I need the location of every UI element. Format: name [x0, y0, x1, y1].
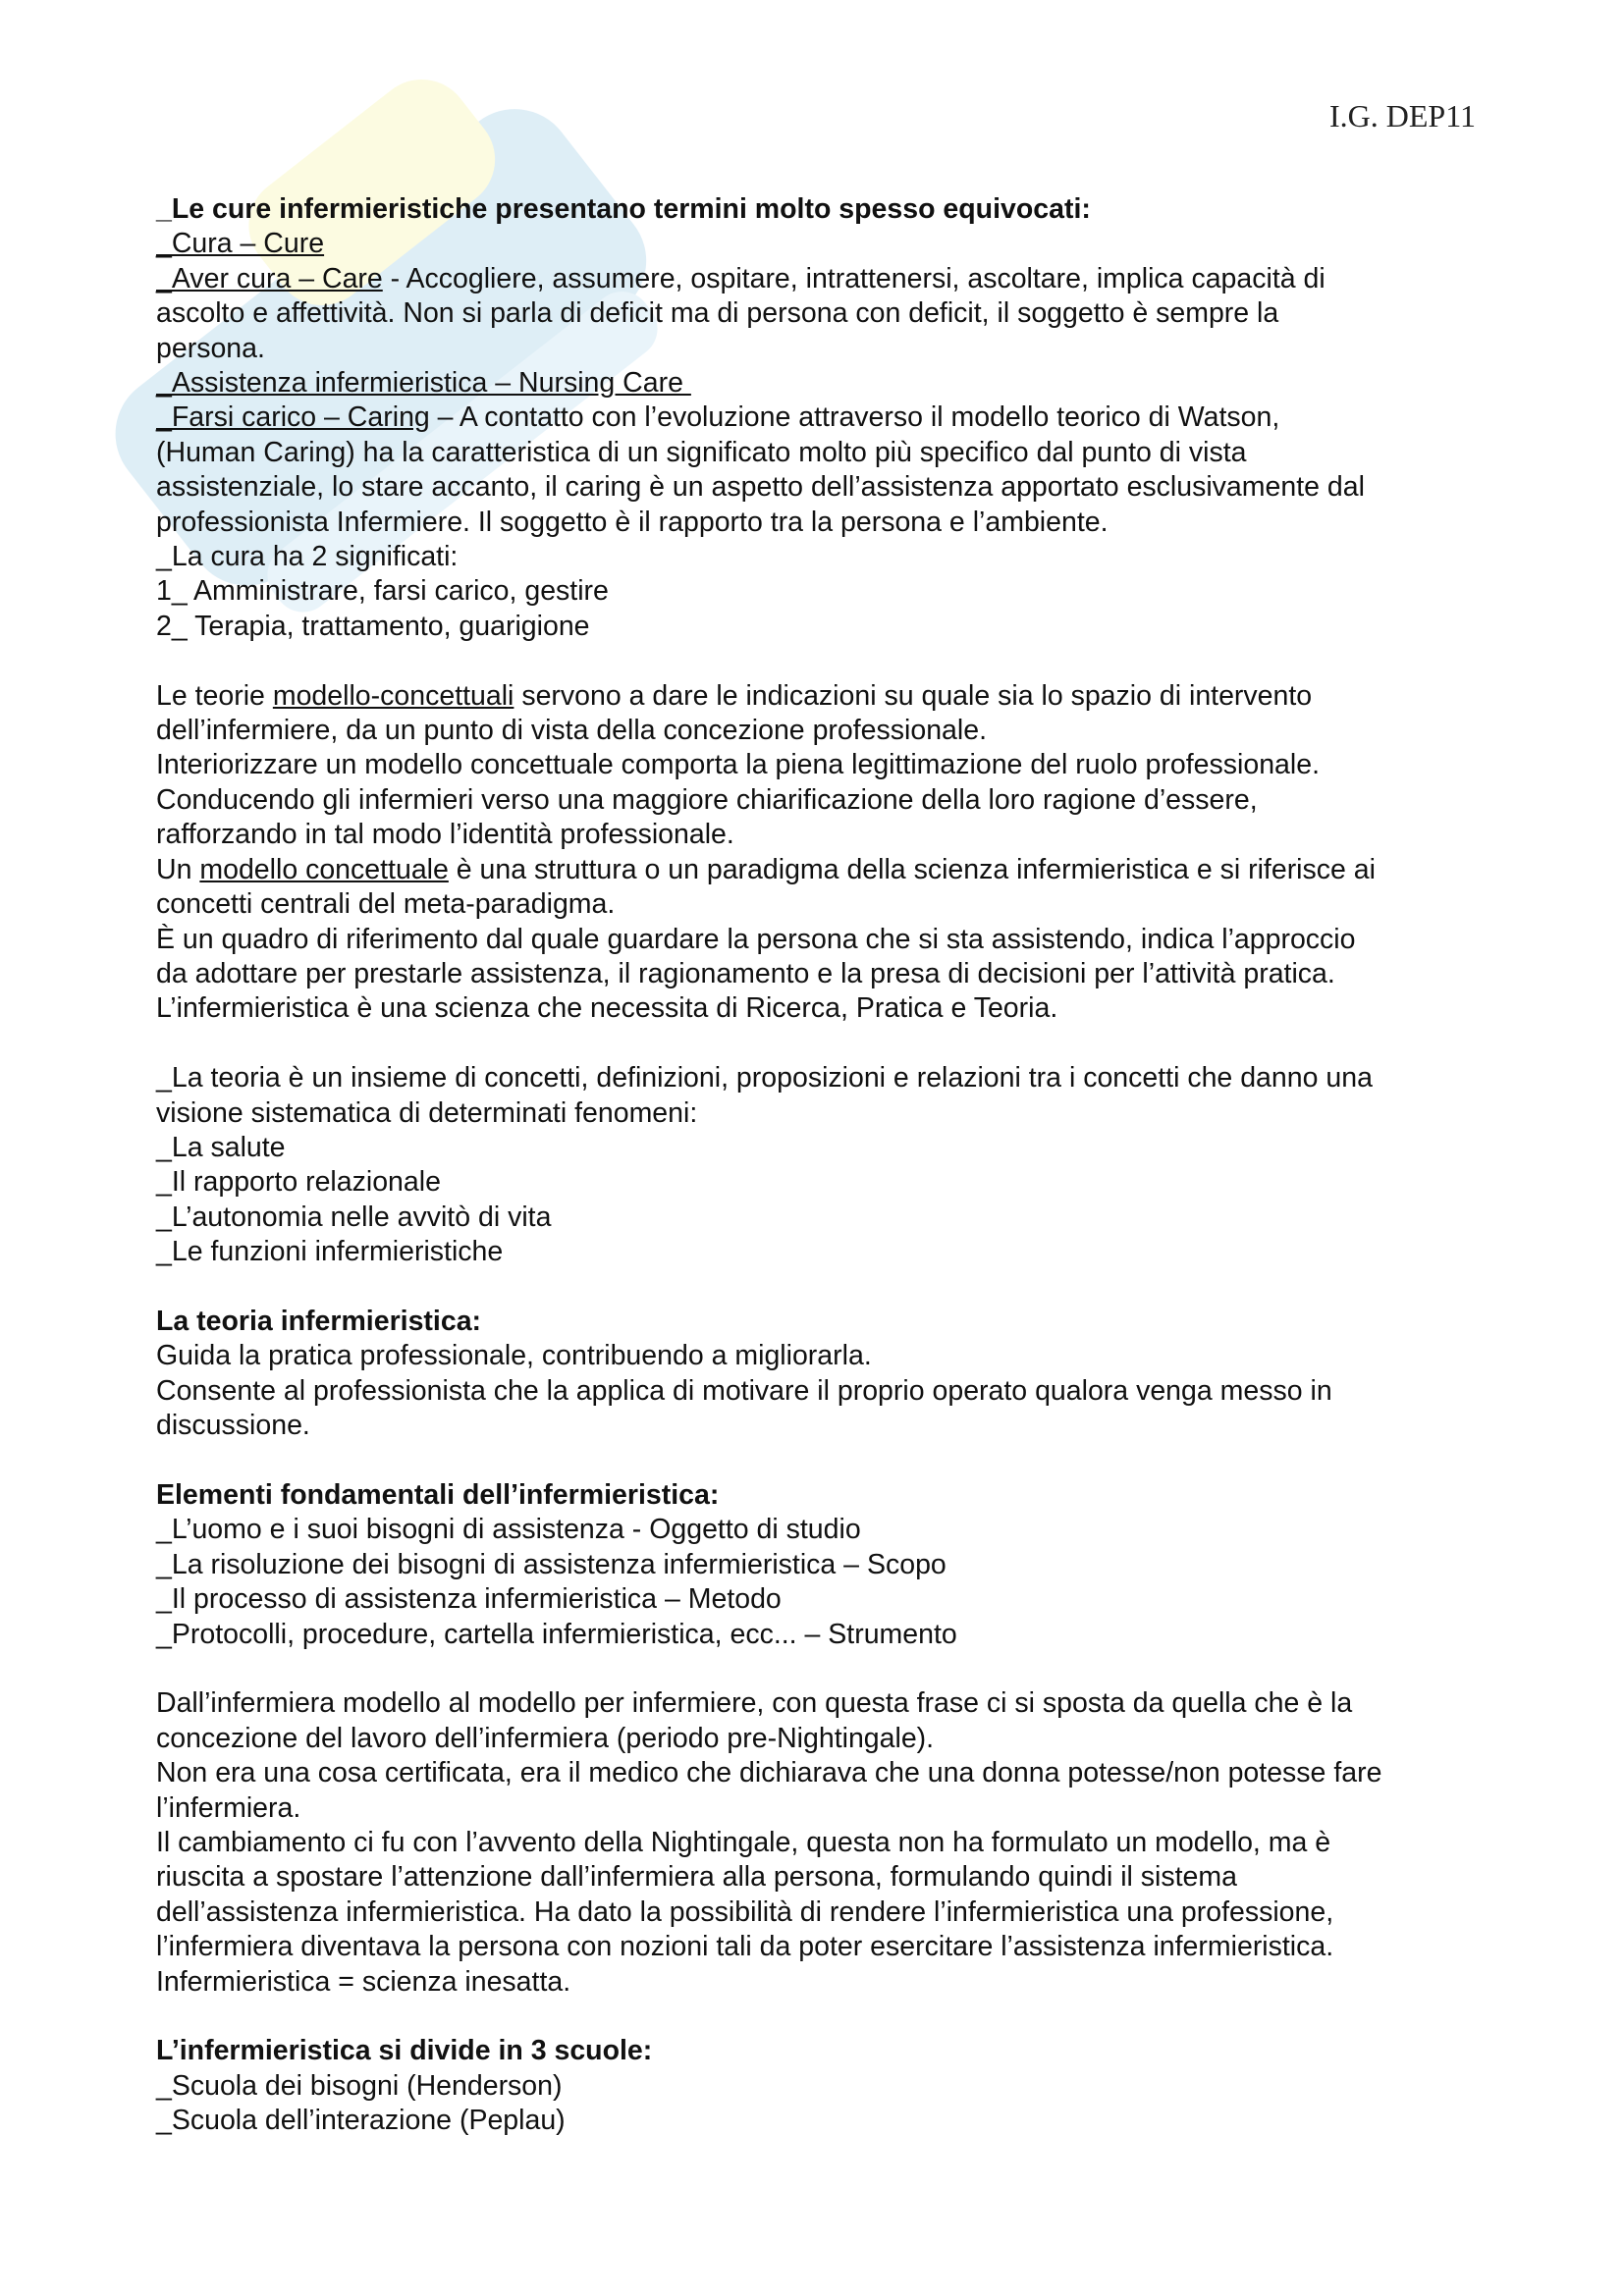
term-aver-cura-definition: - Accogliere, assumere, ospitare, intrattenersi, ascoltare, implica capacità di — [382, 262, 1325, 294]
teorie-paragraph-2: Interiorizzare un modello concettuale comporta la piena legittimazione del ruolo professionale. — [156, 749, 1321, 781]
text-span: servono a dare le indicazioni su quale sia lo spazio di intervento — [514, 679, 1313, 712]
term-farsi-carico-definition: – A contatto con l’evoluzione attraverso il modello teorico di Watson, — [429, 401, 1280, 434]
term-aver-cura-line-2: ascolto e affettività. Non si parla di deficit ma di persona con deficit, il soggetto è sempre la — [156, 297, 1279, 330]
text-span: Le teorie — [156, 679, 273, 712]
term-aver-cura — [156, 262, 1482, 296]
text-span: è una struttura o un paradigma della scienza infermieristica e si riferisce ai — [448, 853, 1376, 885]
storia-line: l’infermiera. — [156, 1791, 301, 1824]
list-item: _Protocolli, procedure, cartella infermieristica, ecc... – Strumento — [156, 1618, 957, 1650]
storia-line: Infermieristica = scienza inesatta. — [156, 1965, 571, 1998]
teoria-infermieristica-line-1: Guida la pratica professionale, contribuendo a migliorarla. — [156, 1340, 872, 1372]
scuole-heading: L’infermieristica si divide in 3 scuole: — [156, 2035, 653, 2067]
cura-significato-1: 1_ Amministrare, farsi carico, gestire — [156, 575, 609, 608]
teorie-paragraph-5: È un quadro di riferimento dal quale guardare la persona che si sta assistendo, indica l’approccio — [156, 923, 1356, 955]
storia-line: concezione del lavoro dell’infermiera (periodo pre-Nightingale). — [156, 1722, 935, 1754]
storia-line: l’infermiera diventava la persona con nozioni tali da poter esercitare l’assistenza infermieristica. — [156, 1931, 1334, 1963]
paragraph-gap — [156, 1270, 1482, 1305]
teorie-paragraph-3-line-2: rafforzando in tal modo l’identità professionale. — [156, 819, 734, 851]
teoria-infermieristica-line-2: Consente al professionista che la applica di motivare il proprio operato qualora venga messo in — [156, 1374, 1332, 1407]
term-farsi-carico-label: _Farsi carico – Caring — [156, 401, 430, 434]
storia-line: Il cambiamento ci fu con l’avvento della Nightingale, questa non ha formulato un modello, ma è — [156, 1827, 1331, 1859]
paragraph-gap — [156, 1027, 1482, 1061]
list-item: _Il processo di assistenza infermieristica – Metodo — [156, 1583, 782, 1616]
term-modello-concettuali: modello-concettuali — [272, 679, 514, 712]
list-item: _L’uomo e i suoi bisogni di assistenza - Oggetto di studio — [156, 1514, 861, 1546]
storia-line: Non era una cosa certificata, era il medico che dichiarava che una donna potesse/non potesse fare — [156, 1757, 1382, 1789]
term-assistenza: _Assistenza infermieristica – Nursing Care — [156, 367, 691, 400]
storia-line: Dall’infermiera modello al modello per infermiere, con questa frase ci si sposta da quella che è la — [156, 1687, 1353, 1720]
cura-significato-2: 2_ Terapia, trattamento, guarigione — [156, 610, 590, 642]
list-item: _La risoluzione dei bisogni di assistenza infermieristica – Scopo — [156, 1548, 947, 1580]
teoria-infermieristica-heading: La teoria infermieristica: — [156, 1305, 482, 1337]
cura-significati: _La cura ha 2 significati: — [156, 541, 459, 573]
list-item: _Le funzioni infermieristiche — [156, 1236, 504, 1268]
teorie-paragraph-3: Conducendo gli infermieri verso una maggiore chiarificazione della loro ragione d’essere, — [156, 783, 1258, 816]
term-farsi-carico-line-3: assistenziale, lo stare accanto, il caring è un aspetto dell’assistenza apportato esclusivamente dal — [156, 471, 1365, 504]
teorie-paragraph-4 — [156, 853, 1482, 887]
term-farsi-carico-line-2: (Human Caring) ha la caratteristica di un significato molto più specifico dal punto di vista — [156, 436, 1247, 468]
term-farsi-carico — [156, 400, 1482, 435]
storia-line: riuscita a spostare l’attenzione dall’infermiera alla persona, formulando quindi il sistema — [156, 1861, 1237, 1894]
elementi-heading: Elementi fondamentali dell’infermieristica: — [156, 1478, 720, 1511]
intro-heading: _Le cure infermieristiche presentano termini molto spesso equivocati: — [156, 193, 1091, 225]
teorie-paragraph-1-line-2: dell’infermiere, da un punto di vista della concezione professionale. — [156, 715, 988, 747]
list-item: _L’autonomia nelle avvitò di vita — [156, 1201, 552, 1233]
list-item: _Scuola dei bisogni (Henderson) — [156, 2069, 563, 2102]
teorie-paragraph-4-line-2: concetti centrali del meta-paradigma. — [156, 888, 616, 921]
list-item: _Il rapporto relazionale — [156, 1166, 441, 1199]
paragraph-gap — [156, 644, 1482, 678]
teoria-infermieristica-line-3: discussione. — [156, 1410, 310, 1442]
paragraph-gap — [156, 1652, 1482, 1686]
teoria-definition-line-2: visione sistematica di determinati fenomeni: — [156, 1096, 698, 1129]
term-aver-cura-line-3: persona. — [156, 332, 265, 364]
teoria-definition: _La teoria è un insieme di concetti, definizioni, proposizioni e relazioni tra i concetti che danno una — [156, 1062, 1373, 1095]
teorie-paragraph-1 — [156, 679, 1482, 714]
paragraph-gap — [156, 2000, 1482, 2034]
teorie-paragraph-5-line-2: da adottare per prestarle assistenza, il ragionamento e la presa di decisioni per l’attività pratica. — [156, 957, 1335, 989]
list-item: _Scuola dell’interazione (Peplau) — [156, 2105, 566, 2137]
text-span: Un — [156, 853, 200, 885]
term-farsi-carico-line-4: professionista Infermiere. Il soggetto è il rapporto tra la persona e l’ambiente. — [156, 506, 1109, 538]
paragraph-gap — [156, 1444, 1482, 1478]
term-modello-concettuale: modello concettuale — [199, 853, 449, 885]
storia-line: dell’assistenza infermieristica. Ha dato la possibilità di rendere l’infermieristica una professione, — [156, 1896, 1334, 1928]
term-cura: _Cura – Cure — [156, 228, 325, 260]
teorie-paragraph-6: L’infermieristica è una scienza che necessita di Ricerca, Pratica e Teoria. — [156, 992, 1058, 1025]
list-item: _La salute — [156, 1131, 286, 1163]
document-body — [156, 192, 1482, 2139]
term-aver-cura-label: _Aver cura – Care — [156, 262, 383, 294]
document-code: I.G. DEP11 — [1328, 98, 1476, 133]
